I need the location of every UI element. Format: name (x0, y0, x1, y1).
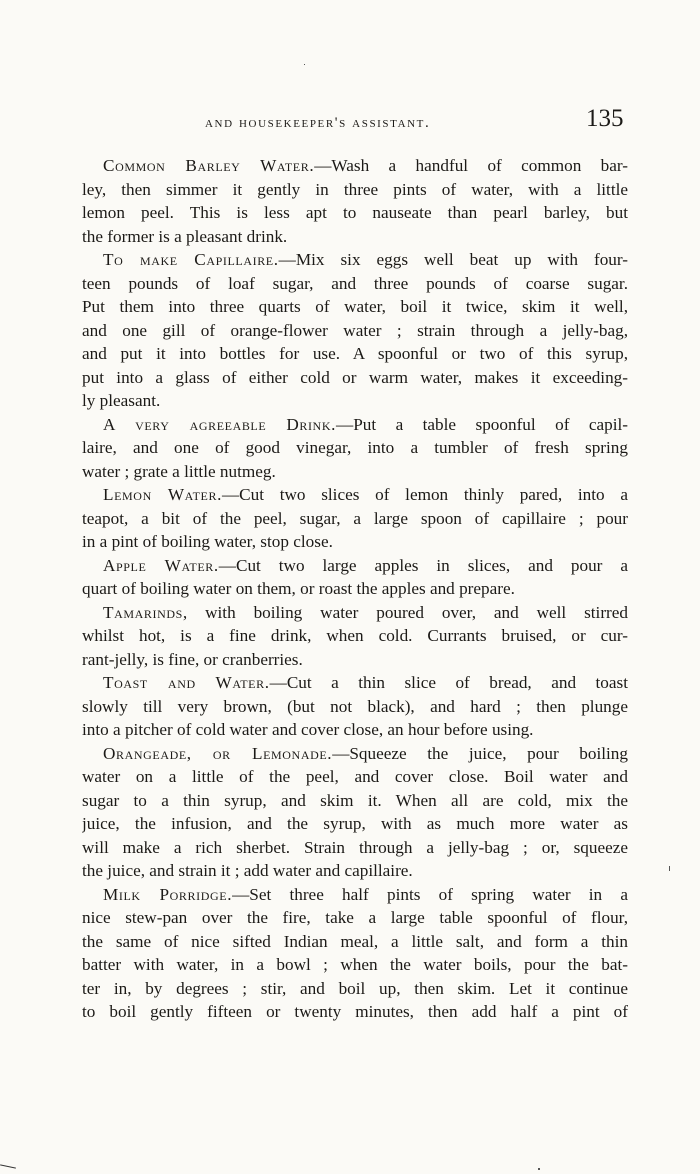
page-corner-mark (0, 1164, 16, 1168)
margin-speck (669, 866, 670, 871)
paragraph-first-line (82, 601, 628, 625)
paragraph-first-line (82, 883, 628, 907)
text-line (82, 930, 628, 954)
line-text: laire, and one of good vinegar, into a tumbler of fresh spring (82, 438, 628, 457)
line-text: —Squeeze the juice, pour boiling (332, 743, 628, 763)
recipe-heading: Milk Porridge. (103, 884, 233, 904)
text-line (82, 1000, 628, 1024)
recipe-heading: To make Capillaire. (103, 250, 279, 269)
recipe-heading: Toast and Water. (103, 673, 270, 692)
line-text: into a pitcher of cold water and cover close, an hour before using. (82, 720, 534, 739)
bottom-speck (538, 1168, 540, 1170)
line-text: put into a glass of either cold or warm water, makes it exceeding- (82, 367, 628, 387)
text-line (82, 389, 628, 413)
line-text: ly pleasant. (82, 391, 161, 410)
line-text: Put them into three quarts of water, boil it twice, skim it well, (82, 297, 628, 316)
text-line (82, 342, 628, 366)
line-text: will make a rich sherbet. Strain through a jelly-bag ; or, squeeze (82, 837, 628, 857)
recipe-heading: Lemon Water. (103, 485, 222, 504)
paragraph-first-line (82, 413, 628, 437)
line-text: teen pounds of loaf sugar, and three pounds of coarse sugar. (82, 273, 628, 293)
line-text: sugar to a thin syrup, and skim it. When all are cold, mix the (82, 790, 628, 810)
text-line (82, 695, 628, 719)
text-line (82, 366, 628, 390)
line-text: to boil gently fifteen or twenty minutes, then add half a pint of (82, 1002, 628, 1021)
paragraph-first-line (82, 248, 628, 272)
line-text: in a pint of boiling water, stop close. (82, 532, 333, 551)
paragraph (82, 883, 628, 1024)
line-text: nice stew-pan over the fire, take a large table spoonful of flour, (82, 908, 628, 927)
text-line (82, 859, 628, 883)
paragraph (82, 154, 628, 248)
recipe-heading: Orangeade, or Lemonade. (103, 743, 333, 763)
paragraph (82, 671, 628, 742)
line-text: water ; grate a little nutmeg. (82, 461, 276, 481)
text-line (82, 953, 628, 977)
line-text: —Cut a thin slice of bread, and toast (269, 673, 628, 692)
line-text: , with boiling water poured over, and well stirred (182, 602, 628, 622)
recipe-heading: Apple Water. (103, 555, 219, 575)
line-text: water on a little of the peel, and cover close. Boil water and (82, 767, 628, 786)
text-line (82, 460, 628, 484)
paragraph-first-line (82, 554, 628, 578)
paragraph (82, 483, 628, 554)
text-line (82, 836, 628, 860)
line-text: juice, the infusion, and the syrup, with as much more water as (82, 814, 628, 833)
text-line (82, 507, 628, 531)
recipe-heading: A very agreeable Drink. (103, 414, 336, 434)
paragraph (82, 601, 628, 672)
line-text: —Cut two slices of lemon thinly pared, into a (221, 485, 628, 504)
line-text: lemon peel. This is less apt to nauseate than pearl barley, but (82, 203, 628, 222)
line-text: whilst hot, is a fine drink, when cold. Currants bruised, or cur- (82, 626, 628, 645)
paragraph (82, 413, 628, 484)
line-text: —Wash a handful of common bar- (314, 156, 628, 175)
line-text: —Mix six eggs well beat up with four- (278, 250, 628, 269)
text-line (82, 765, 628, 789)
line-text: and put it into bottles for use. A spoonful or two of this syrup, (82, 344, 628, 363)
text-line (82, 178, 628, 202)
line-text: teapot, a bit of the peel, sugar, a large spoon of capillaire ; pour (82, 508, 628, 528)
line-text: the juice, and strain it ; add water and capillaire. (82, 861, 413, 880)
line-text: ter in, by degrees ; stir, and boil up, then skim. Let it continue (82, 978, 628, 998)
text-line (82, 718, 628, 742)
text-line (82, 295, 628, 319)
recipe-heading: Common Barley Water. (103, 156, 315, 175)
paragraph-first-line (82, 154, 628, 178)
line-text: —Set three half pints of spring water in a (232, 884, 628, 904)
body-text (82, 154, 628, 1024)
text-line (82, 225, 628, 249)
paragraph (82, 554, 628, 601)
text-line (82, 577, 628, 601)
line-text: quart of boiling water on them, or roast the apples and prepare. (82, 579, 515, 598)
paragraph-first-line (82, 742, 628, 766)
line-text: the same of nice sifted Indian meal, a little salt, and form a thin (82, 931, 628, 951)
paragraph-first-line (82, 483, 628, 507)
text-line (82, 977, 628, 1001)
line-text: batter with water, in a bowl ; when the water boils, pour the bat- (82, 955, 628, 974)
text-line (82, 436, 628, 460)
text-line (82, 272, 628, 296)
text-line (82, 201, 628, 225)
text-line (82, 648, 628, 672)
running-header (0, 105, 700, 135)
text-line (82, 906, 628, 930)
line-text: and one gill of orange-flower water ; strain through a jelly-bag, (82, 320, 628, 340)
line-text: —Put a table spoonful of capil- (336, 414, 628, 434)
paragraph (82, 742, 628, 883)
text-line (82, 530, 628, 554)
page-number: 135 (586, 105, 624, 132)
top-speck (304, 64, 305, 65)
recipe-heading: Tamarinds (103, 602, 183, 622)
paragraph (82, 248, 628, 413)
text-line (82, 319, 628, 343)
line-text: ley, then simmer it gently in three pints of water, with a little (82, 179, 628, 199)
text-line (82, 812, 628, 836)
text-line (82, 789, 628, 813)
paragraph-first-line (82, 671, 628, 695)
line-text: rant-jelly, is fine, or cranberries. (82, 649, 303, 669)
line-text: the former is a pleasant drink. (82, 226, 288, 246)
text-line (82, 624, 628, 648)
line-text: —Cut two large apples in slices, and pour a (218, 555, 628, 575)
line-text: slowly till very brown, (but not black), and hard ; then plunge (82, 696, 628, 716)
running-title: and housekeeper's assistant. (205, 115, 431, 131)
